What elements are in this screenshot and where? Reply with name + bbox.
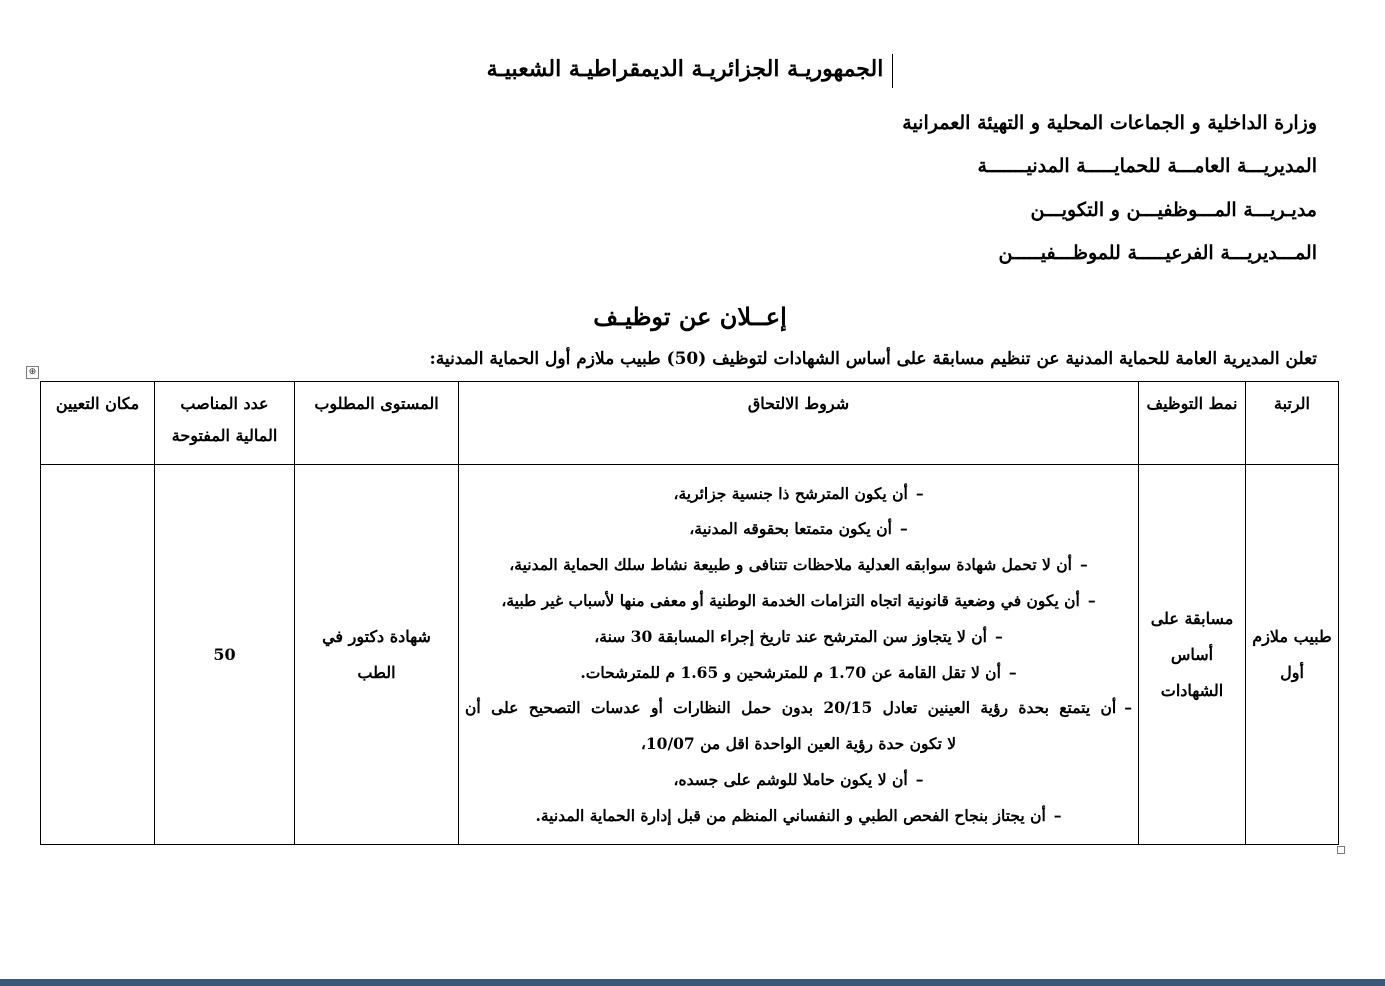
header-positions: عدد المناصب المالية المفتوحة bbox=[155, 382, 295, 465]
header-level: المستوى المطلوب bbox=[295, 382, 459, 465]
cell-level: شهادة دكتور في الطب bbox=[295, 465, 459, 845]
condition-item: –أن يكون في وضعية قانونية اتجاه التزامات الخدمة الوطنية أو معفى منها لأسباب غير طبية، bbox=[465, 583, 1132, 619]
list-dash: – bbox=[1087, 590, 1096, 610]
footer-bar bbox=[0, 979, 1385, 986]
condition-item: –أن يكون متمتعا بحقوقه المدنية، bbox=[465, 511, 1132, 547]
condition-item: –أن يتمتع بحدة رؤية العينين تعادل 20/15 بدون حمل النظارات أو عدسات التصحيح على أن bbox=[465, 690, 1132, 726]
list-dash: – bbox=[899, 519, 908, 539]
sub-directorate-line: المـــديريـــة الفرعيـــــة للموظـــفيـــــن bbox=[998, 242, 1317, 264]
list-dash: – bbox=[1124, 698, 1132, 718]
table-resize-handle[interactable] bbox=[1337, 846, 1345, 854]
header-recruitment-mode: نمط التوظيف bbox=[1139, 382, 1246, 465]
condition-item: –أن لا تقل القامة عن 1.70 م للمترشحين و 1.65 م للمترشحات. bbox=[465, 655, 1132, 691]
list-dash: – bbox=[1079, 555, 1088, 575]
recruitment-table bbox=[40, 381, 1339, 845]
header-location: مكان التعيين bbox=[41, 382, 155, 465]
condition-item: –أن لا تحمل شهادة سوابقه العدلية ملاحظات تتنافى و طبيعة نشاط سلك الحماية المدنية، bbox=[465, 547, 1132, 583]
condition-item: –أن يجتاز بنجاح الفحص الطبي و النفساني المنظم من قبل إدارة الحماية المدنية. bbox=[465, 798, 1132, 834]
list-dash: – bbox=[1053, 805, 1062, 825]
list-dash: – bbox=[1008, 662, 1017, 682]
condition-item-continuation: لا تكون حدة رؤية العين الواحدة اقل من 10/07، bbox=[640, 734, 957, 754]
list-dash: – bbox=[915, 769, 924, 789]
header-rank: الرتبة bbox=[1246, 382, 1339, 465]
announcement-title: إعــلان عن توظيـف bbox=[593, 302, 787, 331]
condition-item: –أن لا يكون حاملا للوشم على جسده، bbox=[465, 762, 1132, 798]
text-cursor bbox=[892, 54, 893, 88]
directorate-line: مديـريـــة المـــوظفيـــن و التكويـــن bbox=[1030, 199, 1317, 221]
condition-item: –أن يكون المترشح ذا جنسية جزائرية، bbox=[465, 476, 1132, 512]
cell-conditions bbox=[459, 465, 1139, 845]
header-conditions: شروط الالتحاق bbox=[459, 382, 1139, 465]
table-move-handle-icon[interactable]: ⊕ bbox=[26, 366, 39, 379]
cell-recruitment-mode: مسابقة على أساس الشهادات bbox=[1139, 465, 1246, 845]
republic-title: الجمهوريـة الجزائريـة الديمقراطيـة الشعبيـة bbox=[486, 56, 884, 82]
condition-item: –أن لا يتجاوز سن المترشح عند تاريخ إجراء المسابقة 30 سنة، bbox=[465, 619, 1132, 655]
list-dash: – bbox=[915, 483, 924, 503]
list-dash: – bbox=[994, 626, 1003, 646]
table-row bbox=[41, 465, 1339, 845]
announcement-intro: تعلن المديرية العامة للحماية المدنية عن تنظيم مسابقة على أساس الشهادات لتوظيف (50) طبيب ملازم أول الحماية المدنية: bbox=[429, 349, 1317, 369]
cell-location bbox=[41, 465, 155, 845]
table-header-row bbox=[41, 382, 1339, 465]
cell-rank: طبيب ملازم أول bbox=[1246, 465, 1339, 845]
cell-positions: 50 bbox=[155, 465, 295, 845]
general-directorate-line: المديريـــة العامـــة للحمايـــــة المدنيـــــــة bbox=[977, 155, 1317, 177]
ministry-line: وزارة الداخلية و الجماعات المحلية و التهيئة العمرانية bbox=[902, 112, 1317, 134]
